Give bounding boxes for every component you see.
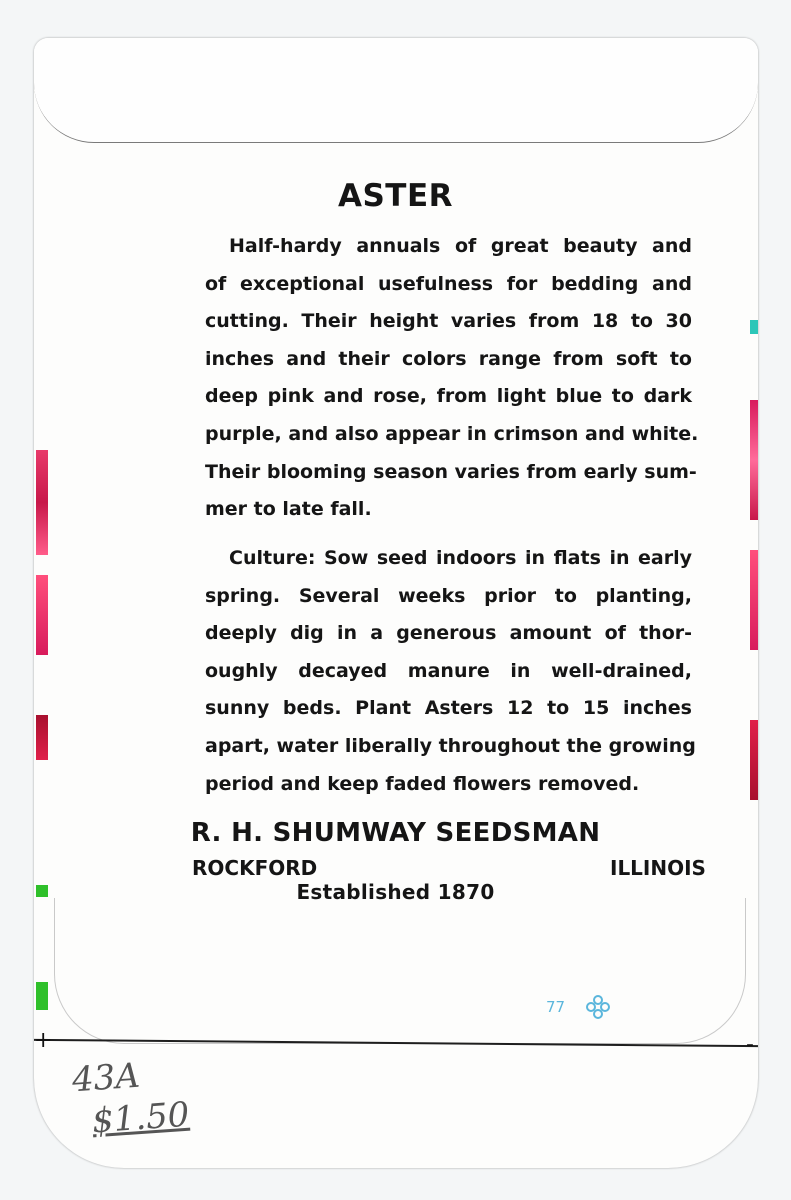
text-line: of exceptional usefulness for bedding and — [205, 272, 692, 295]
right-color-strip-teal — [750, 320, 758, 334]
text-line: Culture: Sow seed indoors in flats in early — [229, 547, 692, 569]
text-line: sunny beds. Plant Asters 12 to 15 inches — [205, 697, 692, 720]
text-line: period and keep faded flowers removed. — [205, 772, 640, 795]
top-flap — [34, 38, 758, 143]
handwritten-code: 43A — [70, 1055, 142, 1101]
handwritten-price: $1.50 — [90, 1094, 191, 1142]
culture-paragraph — [205, 540, 696, 803]
crop-mark-right: - — [746, 1032, 754, 1057]
company-name: R. H. SHUMWAY SEEDSMAN — [190, 818, 601, 848]
left-color-strip-pink-2 — [36, 575, 48, 655]
established-year: Established 1870 — [296, 880, 495, 904]
description-paragraph — [205, 228, 699, 529]
text-line: spring. Several weeks prior to planting, — [205, 584, 692, 607]
state-name: ILLINOIS — [610, 856, 706, 880]
text-line: Half-hardy annuals of great beauty and — [229, 235, 692, 257]
text-line: Their blooming season varies from early sum- — [205, 460, 697, 483]
crop-mark-left: + — [34, 1028, 53, 1053]
text-line: apart, water liberally throughout the growing — [205, 734, 696, 757]
text-line: purple, and also appear in crimson and white. — [205, 422, 699, 445]
text-line: mer to late fall. — [205, 498, 372, 521]
inner-flap-outline — [54, 898, 746, 1044]
city-name: ROCKFORD — [192, 856, 318, 880]
text-line: cutting. Their height varies from 18 to 30 — [205, 310, 692, 333]
text-line: oughly decayed manure in well-drained, — [205, 659, 692, 682]
right-color-strip-magenta — [750, 400, 758, 520]
text-line: inches and their colors range from soft to — [205, 347, 692, 370]
registration-flower-icon — [585, 994, 611, 1020]
text-line: deep pink and rose, from light blue to dark — [205, 385, 692, 408]
left-color-strip-pink — [36, 450, 48, 555]
packet-title: ASTER — [337, 178, 453, 214]
right-color-strip-red — [750, 720, 758, 800]
right-color-strip-magenta-2 — [750, 550, 758, 650]
print-code: 77 — [546, 998, 566, 1016]
left-color-strip-red — [36, 715, 48, 760]
text-line: deeply dig in a generous amount of thor- — [205, 622, 692, 645]
left-color-strip-green-2 — [36, 982, 48, 1010]
